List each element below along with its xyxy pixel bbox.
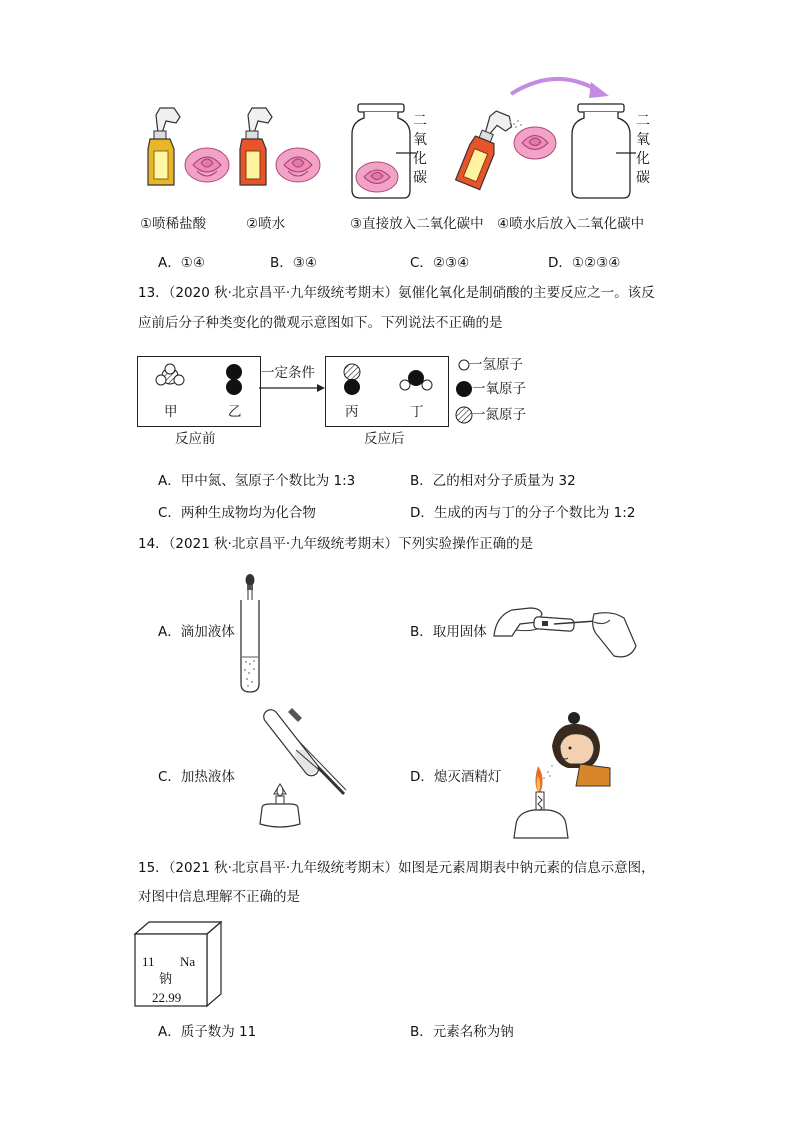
caption-3: ③直接放入二氧化碳中 xyxy=(350,216,484,232)
flower-icon xyxy=(183,145,231,185)
q13-option-a[interactable]: A．甲中氮、氢原子个数比为 1:3 xyxy=(158,473,356,489)
flower-icon xyxy=(274,145,322,185)
label-jia: 甲 xyxy=(164,404,178,420)
caption-1: ①喷稀盐酸 xyxy=(140,216,207,232)
element-name: 钠 xyxy=(159,972,173,987)
q12-option-b[interactable]: B．③④ xyxy=(270,255,317,271)
q12-option-d[interactable]: D．①②③④ xyxy=(548,255,621,271)
caption-2: ②喷水 xyxy=(246,216,286,232)
q14-option-c[interactable]: C．加热液体 xyxy=(158,769,235,785)
dropper-test-tube-icon xyxy=(236,572,270,696)
co2-label-1 xyxy=(413,112,429,188)
label-after: 反应后 xyxy=(364,431,405,447)
heating-liquid-icon xyxy=(240,700,350,830)
caption-4: ④喷水后放入二氧化碳中 xyxy=(497,216,645,232)
q15-stem-line1: 15．（2021 秋·北京昌平·九年级统考期末）如图是元素周期表中钠元素的信息示意图， xyxy=(138,860,655,876)
label-yi: 乙 xyxy=(228,404,242,420)
nitrogen-atom-icon xyxy=(455,406,473,424)
solid-taking-icon xyxy=(490,596,640,666)
label-bing: 丙 xyxy=(345,404,359,420)
element-symbol: Na xyxy=(180,954,196,969)
spray-bottle-water-icon xyxy=(232,105,277,190)
spray-bottle-hcl-icon xyxy=(140,105,185,190)
q15-option-b[interactable]: B．元素名称为钠 xyxy=(410,1024,514,1040)
legend-hydrogen: 一氢原子 xyxy=(469,357,523,373)
atomic-mass: 22.99 xyxy=(152,990,182,1005)
q15-stem-line2: 对图中信息理解不正确的是 xyxy=(138,889,300,905)
label-before: 反应前 xyxy=(175,431,216,447)
blowing-out-lamp-icon xyxy=(508,706,618,846)
oxygen-atom-icon xyxy=(455,380,473,398)
q14-option-b[interactable]: B．取用固体 xyxy=(410,624,487,640)
reaction-arrow-icon xyxy=(259,383,325,393)
flower-icon xyxy=(354,160,400,194)
q14-option-d[interactable]: D．熄灭酒精灯 xyxy=(410,769,502,785)
nitric-oxide-molecule-icon xyxy=(340,362,366,398)
q13-option-b[interactable]: B．乙的相对分子质量为 32 xyxy=(410,473,576,489)
q13-option-c[interactable]: C．两种生成物均为化合物 xyxy=(158,505,316,521)
ammonia-molecule-icon xyxy=(150,362,190,392)
gas-jar-icon xyxy=(568,102,638,202)
water-molecule-icon xyxy=(398,366,434,394)
q13-option-d[interactable]: D．生成的丙与丁的分子个数比为 1:2 xyxy=(410,505,636,521)
legend-oxygen: 一氧原子 xyxy=(472,381,526,397)
q13-stem-line2: 应前后分子种类变化的微观示意图如下。下列说法不正确的是 xyxy=(138,315,503,331)
q15-option-a[interactable]: A．质子数为 11 xyxy=(158,1024,257,1040)
flower-icon xyxy=(512,124,558,162)
co2-label-text: 二氧化碳 xyxy=(636,113,650,186)
q13-stem-line1: 13．（2020 秋·北京昌平·九年级统考期末）氨催化氧化是制硝酸的主要反应之一。该反 xyxy=(138,285,655,301)
co2-label-2 xyxy=(636,112,652,188)
q14-stem: 14．（2021 秋·北京昌平·九年级统考期末）下列实验操作正确的是 xyxy=(138,536,534,552)
co2-label-text: 二氧化碳 xyxy=(413,113,427,186)
q12-option-a[interactable]: A．①④ xyxy=(158,255,205,271)
q12-option-c[interactable]: C．②③④ xyxy=(410,255,470,271)
q14-option-a[interactable]: A．滴加液体 xyxy=(158,624,235,640)
condition-label: 一定条件 xyxy=(261,365,315,381)
atomic-number: 11 xyxy=(142,954,155,969)
label-ding: 丁 xyxy=(410,404,424,420)
oxygen-molecule-icon xyxy=(222,362,248,398)
legend-nitrogen: 一氮原子 xyxy=(472,407,526,423)
